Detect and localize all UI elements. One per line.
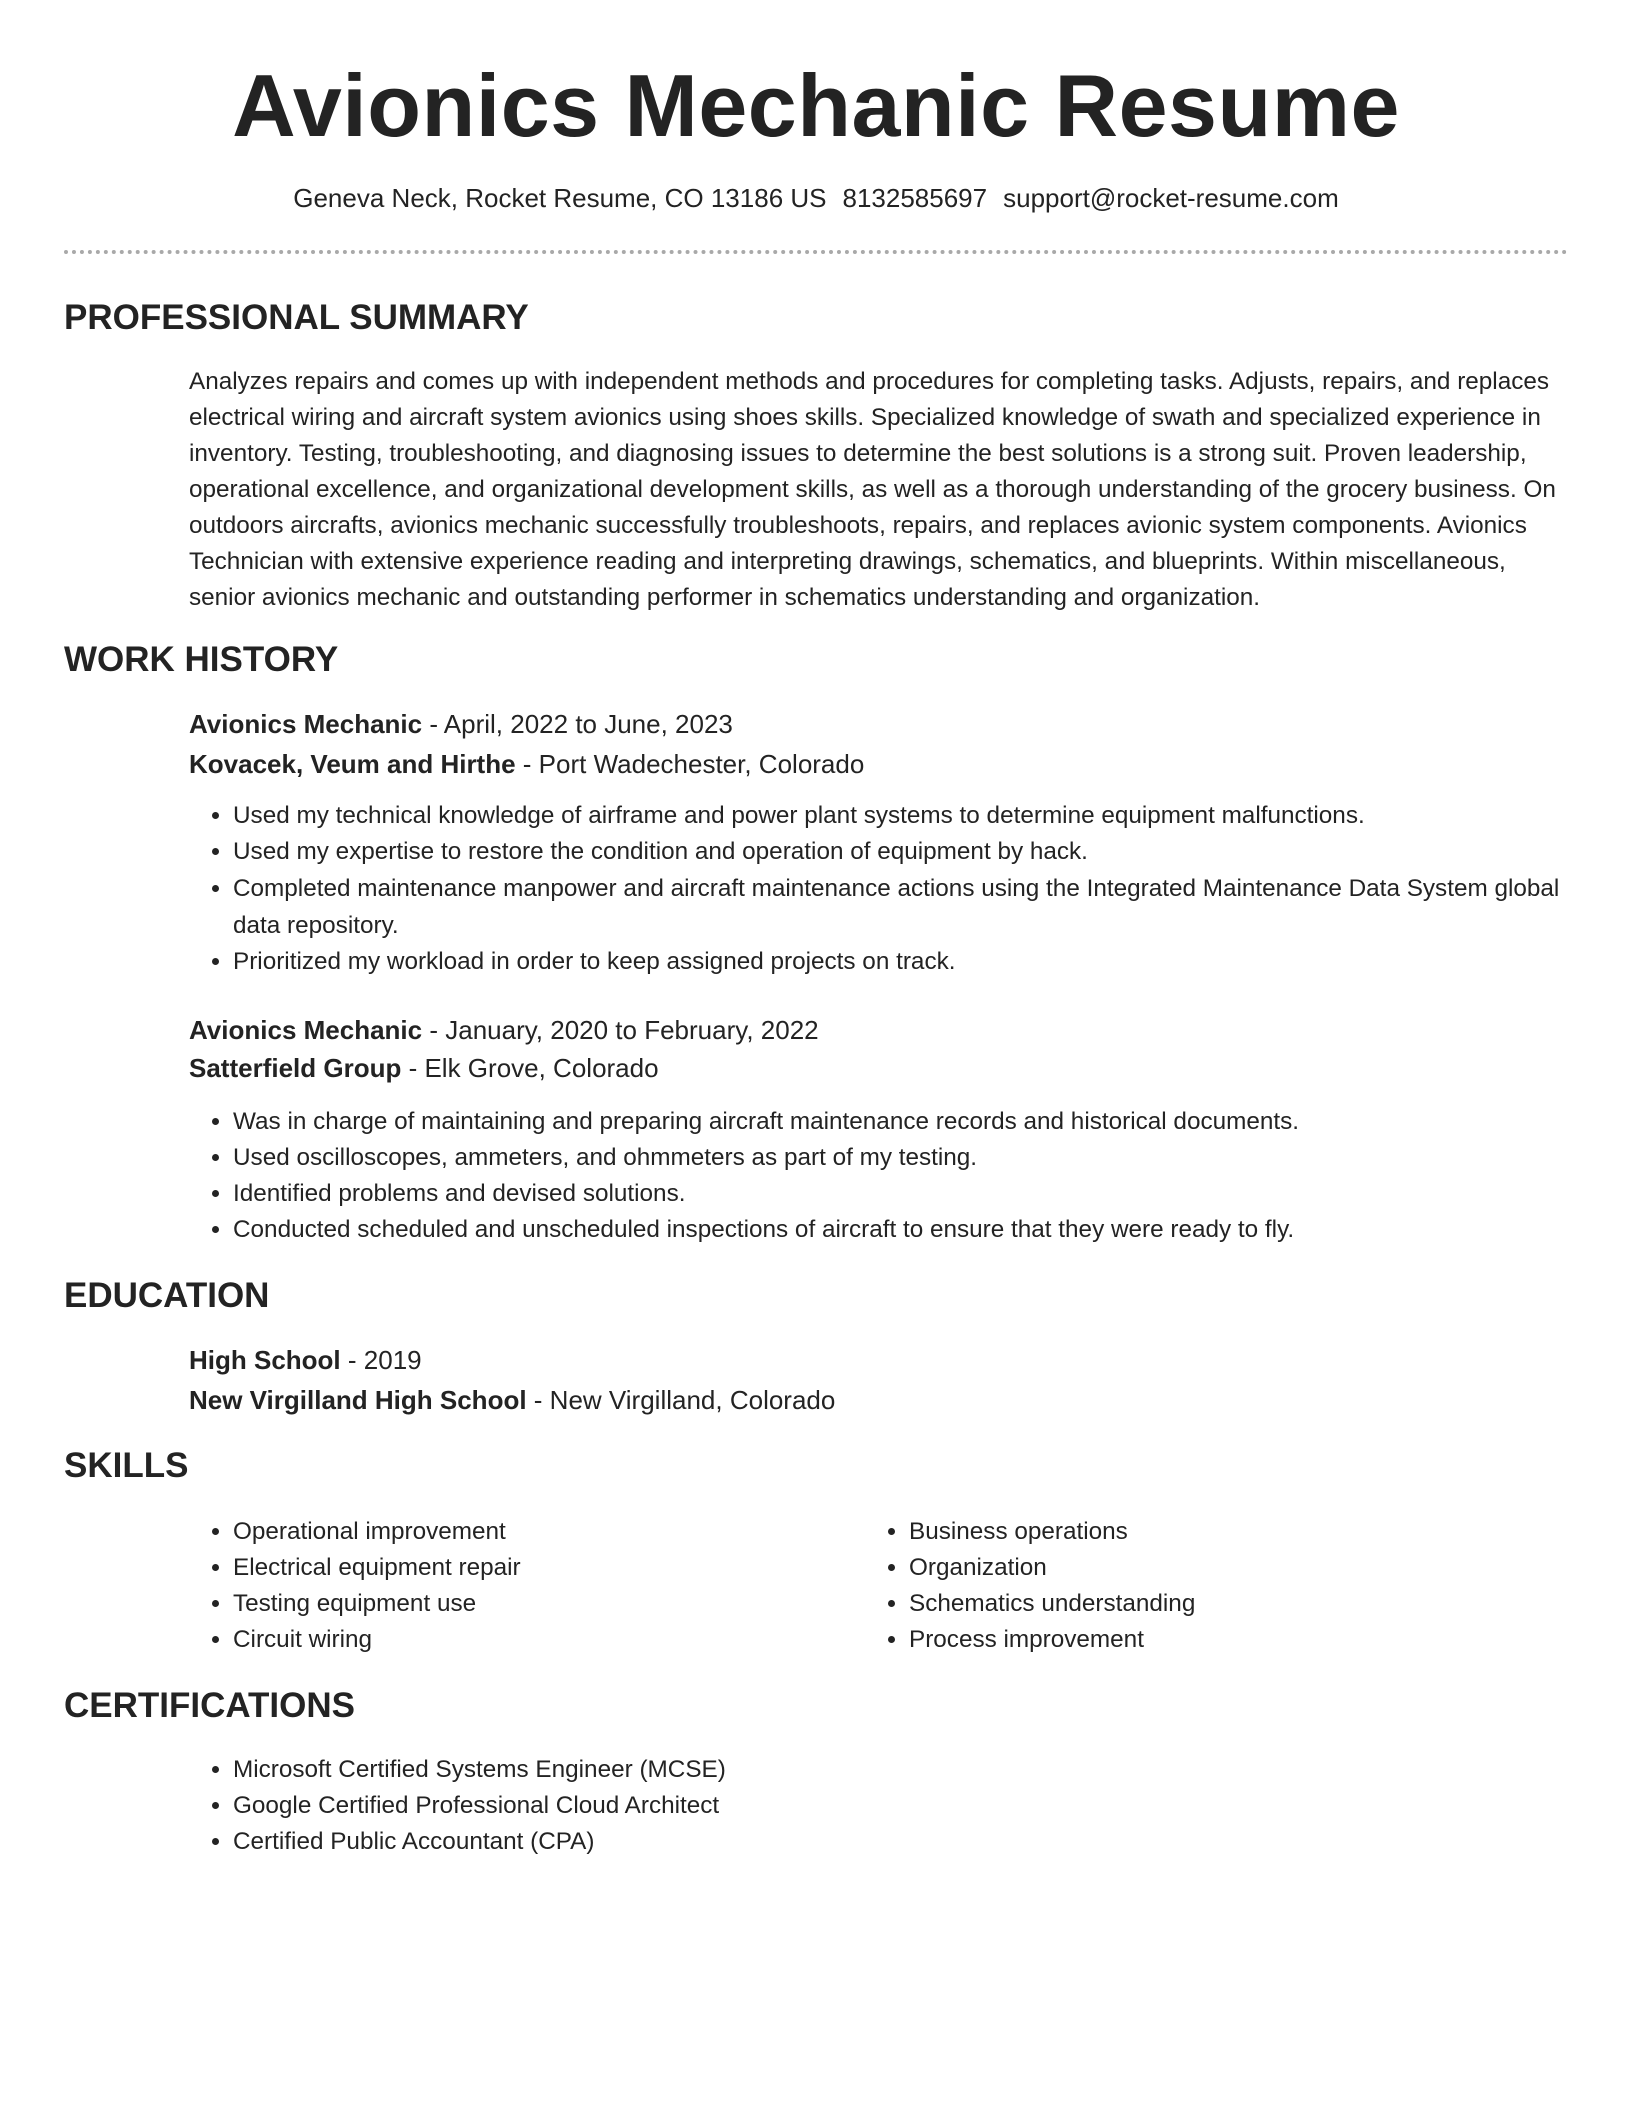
skills-heading: SKILLS bbox=[64, 1446, 189, 1485]
list-item: • Completed maintenance manpower and aircraft maintenance actions using the Integrated Maintenance Data System global data repository. bbox=[233, 870, 1613, 944]
job-2-location: - Elk Grove, Colorado bbox=[401, 1053, 659, 1083]
list-item: • Microsoft Certified Systems Engineer (MCSE) bbox=[233, 1752, 1613, 1788]
list-item: • Circuit wiring bbox=[233, 1622, 893, 1658]
list-item: • Process improvement bbox=[909, 1622, 1569, 1658]
list-item: • Schematics understanding bbox=[909, 1586, 1569, 1622]
education-degree-line bbox=[189, 1342, 1569, 1378]
summary-heading: PROFESSIONAL SUMMARY bbox=[64, 298, 529, 337]
list-item: • Used my expertise to restore the condition and operation of equipment by hack. bbox=[233, 834, 1613, 870]
education-school-line bbox=[189, 1382, 1569, 1418]
education-location: - New Virgilland, Colorado bbox=[526, 1385, 836, 1415]
job-2-dates: - January, 2020 to February, 2022 bbox=[422, 1015, 819, 1045]
list-item: • Organization bbox=[909, 1550, 1569, 1586]
list-item: • Was in charge of maintaining and preparing aircraft maintenance records and historical documents. bbox=[233, 1104, 1613, 1140]
summary-text: Analyzes repairs and comes up with independent methods and procedures for completing tasks. Adjusts, repairs, and replaces electrical wiring and aircraft system avionics using shoes skills. Specialized knowledge of swath and specialized experience in inventory. Testing, troubleshooting, and diagnosing issues to determine the best solutions is a strong suit. Proven leadership, operational excellence, and organizational development skills, as well as a thorough understanding of the grocery business. On outdoors aircrafts, avionics mechanic successfully troubleshoots, repairs, and replaces avionic system components. Avionics Technician with extensive experience reading and interpreting drawings, schematics, and blueprints. Within miscellaneous, senior avionics mechanic and outstanding performer in schematics understanding and organization. bbox=[189, 368, 1556, 611]
education-degree: High School bbox=[189, 1345, 341, 1375]
job-1-company: Kovacek, Veum and Hirthe bbox=[189, 749, 516, 779]
job-2-title-line bbox=[189, 1012, 1569, 1048]
contact-phone: 8132585697 bbox=[842, 183, 988, 213]
list-item: • Certified Public Accountant (CPA) bbox=[233, 1824, 1613, 1860]
job-2-bullets bbox=[189, 1104, 1613, 1248]
skills-list-right bbox=[865, 1514, 1569, 1658]
list-item: • Used oscilloscopes, ammeters, and ohmmeters as part of my testing. bbox=[233, 1140, 1613, 1176]
list-item: • Identified problems and devised solutions. bbox=[233, 1176, 1613, 1212]
job-1-title: Avionics Mechanic bbox=[189, 709, 423, 739]
list-item: • Electrical equipment repair bbox=[233, 1550, 893, 1586]
work-history-heading: WORK HISTORY bbox=[64, 640, 339, 679]
list-item: • Google Certified Professional Cloud Architect bbox=[233, 1788, 1613, 1824]
list-item: • Operational improvement bbox=[233, 1514, 893, 1550]
certifications-list bbox=[189, 1752, 1613, 1860]
list-item: • Conducted scheduled and unscheduled inspections of aircraft to ensure that they were ready to fly. bbox=[233, 1212, 1613, 1248]
job-2-company: Satterfield Group bbox=[189, 1053, 402, 1083]
header-divider bbox=[64, 250, 1568, 254]
list-item: • Prioritized my workload in order to keep assigned projects on track. bbox=[233, 944, 1613, 980]
list-item: • Testing equipment use bbox=[233, 1586, 893, 1622]
job-2-title: Avionics Mechanic bbox=[189, 1015, 423, 1045]
job-1-bullets bbox=[189, 798, 1613, 980]
job-1-company-line bbox=[189, 746, 1569, 782]
list-item: • Used my technical knowledge of airframe and power plant systems to determine equipment malfunctions. bbox=[233, 798, 1613, 834]
job-1-location: - Port Wadechester, Colorado bbox=[515, 749, 865, 779]
contact-line bbox=[0, 180, 1632, 216]
contact-address: Geneva Neck, Rocket Resume, CO 13186 US bbox=[293, 183, 827, 213]
contact-email: support@rocket-resume.com bbox=[1003, 183, 1339, 213]
list-item: • Business operations bbox=[909, 1514, 1569, 1550]
job-1-dates: - April, 2022 to June, 2023 bbox=[422, 709, 733, 739]
education-year: - 2019 bbox=[340, 1345, 422, 1375]
resume-title: Avionics Mechanic Resume bbox=[232, 56, 1400, 155]
job-1-title-line bbox=[189, 706, 1569, 742]
job-2-company-line bbox=[189, 1050, 1569, 1086]
skills-list-left bbox=[189, 1514, 893, 1658]
education-school: New Virgilland High School bbox=[189, 1385, 527, 1415]
certifications-heading: CERTIFICATIONS bbox=[64, 1686, 356, 1725]
education-heading: EDUCATION bbox=[64, 1276, 270, 1315]
